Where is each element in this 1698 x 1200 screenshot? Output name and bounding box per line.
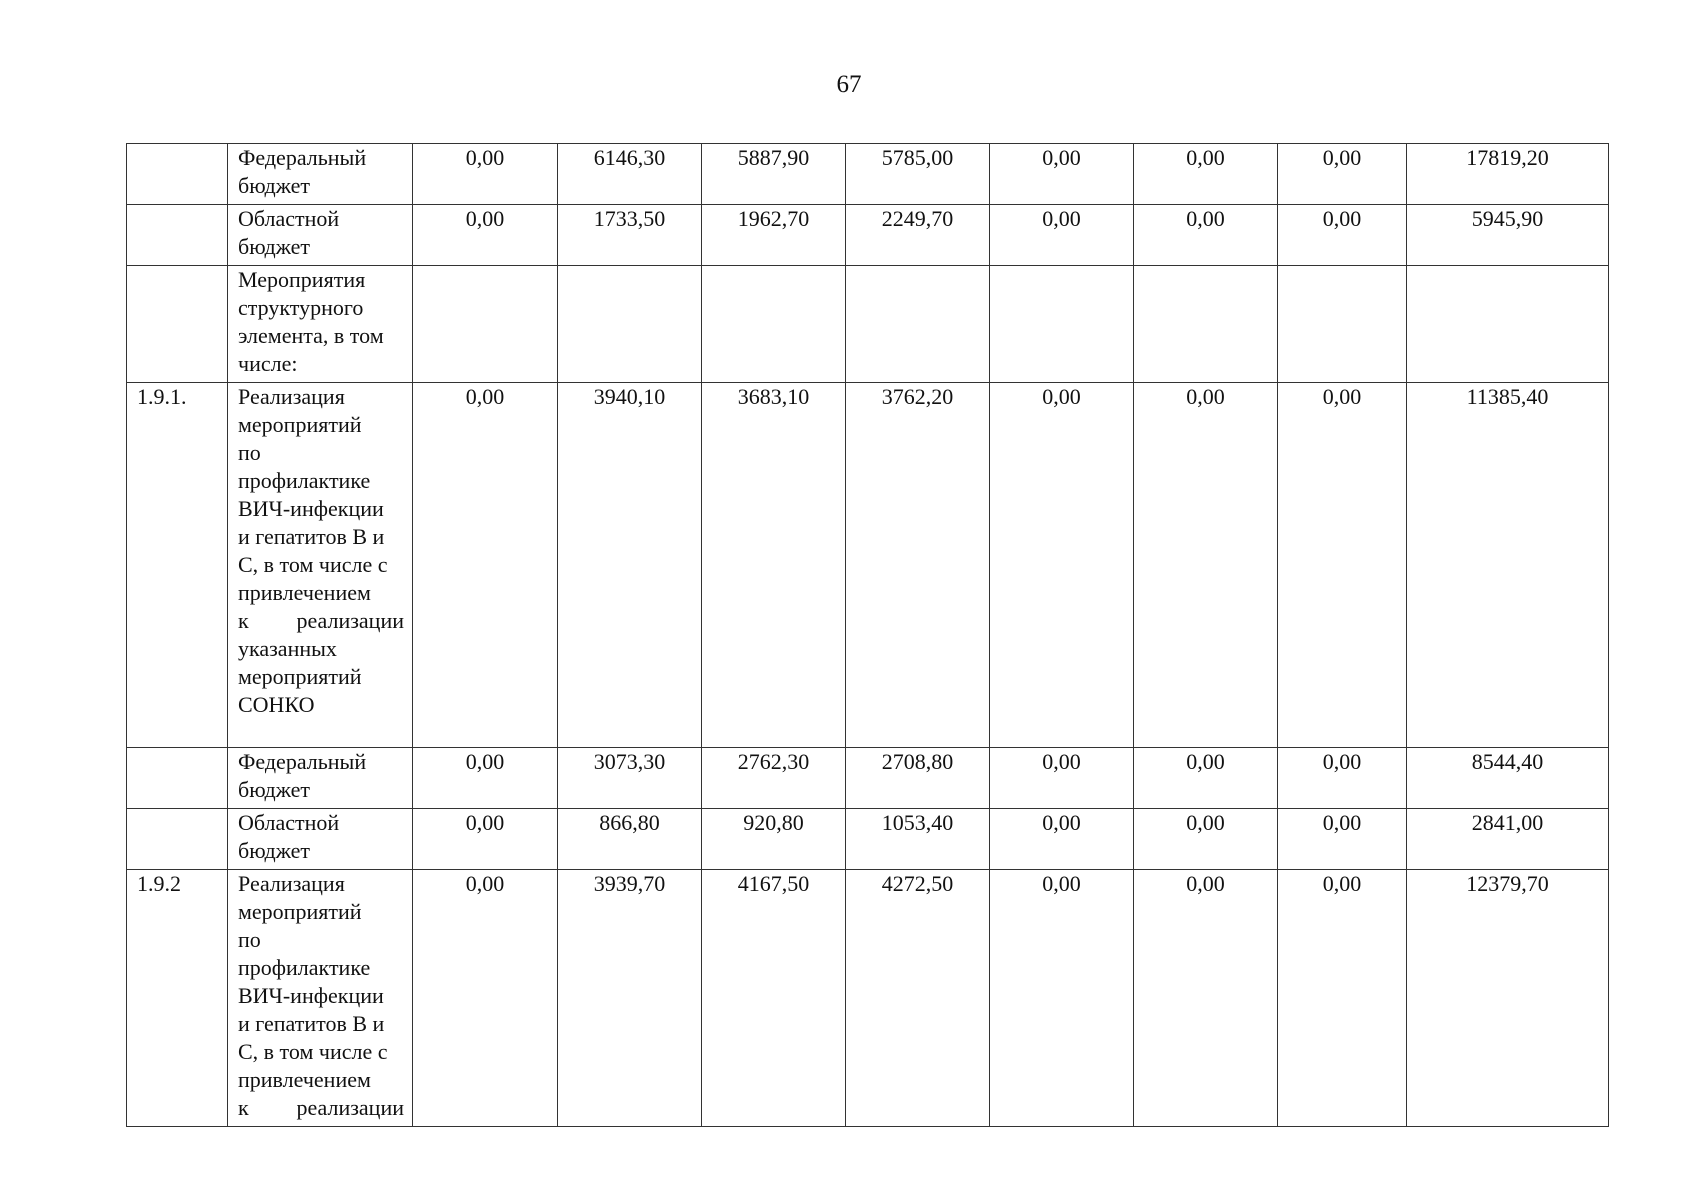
row-name-line: Федеральный — [238, 749, 367, 774]
value-cell: 1733,50 — [558, 205, 702, 266]
value-cell: 0,00 — [413, 870, 558, 1127]
row-number-cell — [127, 144, 228, 205]
row-name-line: Мероприятия — [238, 267, 366, 292]
row-name-line: Областной — [238, 206, 340, 231]
value-cell: 5785,00 — [846, 144, 990, 205]
value-cell — [413, 266, 558, 383]
value-cell: 0,00 — [1278, 809, 1407, 870]
value-cell: 0,00 — [1134, 809, 1278, 870]
value-cell: 3683,10 — [702, 383, 846, 748]
row-name-line: бюджет — [238, 173, 310, 198]
value-cell: 3940,10 — [558, 383, 702, 748]
row-name-line: Реализация — [238, 384, 345, 409]
value-cell: 2762,30 — [702, 748, 846, 809]
row-name-line: и гепатитов В и — [238, 524, 385, 549]
row-name-line: профилактике — [238, 955, 371, 980]
row-name-line: профилактике — [238, 468, 371, 493]
row-name-line: Реализация — [238, 871, 345, 896]
row-name-cell — [228, 748, 413, 809]
row-name-line: С, в том числе с — [238, 552, 388, 577]
value-cell: 11385,40 — [1407, 383, 1609, 748]
row-name-line: ВИЧ-инфекции — [238, 496, 384, 521]
row-name-cell — [228, 144, 413, 205]
budget-table — [126, 143, 1609, 1127]
row-name-line: к реализации — [238, 608, 404, 633]
row-number-cell — [127, 748, 228, 809]
value-cell: 5945,90 — [1407, 205, 1609, 266]
table-row — [127, 870, 1609, 1127]
value-cell: 0,00 — [990, 748, 1134, 809]
value-cell: 0,00 — [413, 144, 558, 205]
value-cell: 6146,30 — [558, 144, 702, 205]
row-name-cell — [228, 809, 413, 870]
row-name-line: по — [238, 927, 261, 952]
value-cell: 2708,80 — [846, 748, 990, 809]
row-name-line: С, в том числе с — [238, 1039, 388, 1064]
value-cell — [1278, 266, 1407, 383]
row-name-cell — [228, 205, 413, 266]
value-cell: 1962,70 — [702, 205, 846, 266]
row-name-line: указанных — [238, 636, 337, 661]
row-name-line: СОНКО — [238, 692, 315, 717]
value-cell: 0,00 — [1278, 205, 1407, 266]
row-number-cell — [127, 809, 228, 870]
value-cell: 0,00 — [1134, 144, 1278, 205]
value-cell — [846, 266, 990, 383]
value-cell — [558, 266, 702, 383]
table-row — [127, 809, 1609, 870]
value-cell: 4272,50 — [846, 870, 990, 1127]
row-name-line: Федеральный — [238, 145, 367, 170]
row-name-line: привлечением — [238, 1067, 371, 1092]
value-cell: 0,00 — [413, 748, 558, 809]
value-cell: 0,00 — [990, 144, 1134, 205]
table-row — [127, 205, 1609, 266]
value-cell: 0,00 — [1278, 144, 1407, 205]
value-cell: 2841,00 — [1407, 809, 1609, 870]
value-cell — [702, 266, 846, 383]
table-row — [127, 144, 1609, 205]
value-cell: 0,00 — [1278, 870, 1407, 1127]
row-name-line: числе: — [238, 351, 298, 376]
value-cell: 0,00 — [1134, 205, 1278, 266]
value-cell: 3762,20 — [846, 383, 990, 748]
page-number: 67 — [836, 71, 862, 98]
table-row — [127, 748, 1609, 809]
value-cell: 0,00 — [1134, 870, 1278, 1127]
row-name-line: мероприятий — [238, 664, 362, 689]
value-cell: 920,80 — [702, 809, 846, 870]
value-cell: 8544,40 — [1407, 748, 1609, 809]
value-cell: 2249,70 — [846, 205, 990, 266]
value-cell: 0,00 — [1134, 383, 1278, 748]
row-number-cell: 1.9.2 — [127, 870, 228, 1127]
value-cell — [1134, 266, 1278, 383]
value-cell: 0,00 — [990, 383, 1134, 748]
value-cell: 5887,90 — [702, 144, 846, 205]
value-cell: 3073,30 — [558, 748, 702, 809]
row-name-line: по — [238, 440, 261, 465]
row-name-line: мероприятий — [238, 412, 362, 437]
value-cell: 0,00 — [990, 870, 1134, 1127]
row-name-line: мероприятий — [238, 899, 362, 924]
row-name-line: структурного — [238, 295, 364, 320]
table-row — [127, 383, 1609, 748]
value-cell: 0,00 — [413, 383, 558, 748]
value-cell: 0,00 — [413, 205, 558, 266]
value-cell: 0,00 — [1278, 383, 1407, 748]
value-cell: 3939,70 — [558, 870, 702, 1127]
row-name-line: бюджет — [238, 838, 310, 863]
row-name-line: привлечением — [238, 580, 371, 605]
row-name-line: элемента, в том — [238, 323, 384, 348]
row-name-line: ВИЧ-инфекции — [238, 983, 384, 1008]
value-cell: 0,00 — [1134, 748, 1278, 809]
value-cell — [990, 266, 1134, 383]
value-cell — [1407, 266, 1609, 383]
value-cell: 0,00 — [413, 809, 558, 870]
row-name-cell — [228, 266, 413, 383]
row-number-cell: 1.9.1. — [127, 383, 228, 748]
value-cell: 4167,50 — [702, 870, 846, 1127]
row-name-cell — [228, 870, 413, 1127]
row-number-cell — [127, 205, 228, 266]
value-cell: 12379,70 — [1407, 870, 1609, 1127]
value-cell: 866,80 — [558, 809, 702, 870]
row-name-line: Областной — [238, 810, 340, 835]
value-cell: 0,00 — [990, 809, 1134, 870]
row-number-cell — [127, 266, 228, 383]
row-name-line: к реализации — [238, 1095, 404, 1120]
value-cell: 17819,20 — [1407, 144, 1609, 205]
row-name-line: бюджет — [238, 234, 310, 259]
value-cell: 1053,40 — [846, 809, 990, 870]
value-cell: 0,00 — [1278, 748, 1407, 809]
value-cell: 0,00 — [990, 205, 1134, 266]
row-name-line: и гепатитов В и — [238, 1011, 385, 1036]
row-name-line: бюджет — [238, 777, 310, 802]
table-row — [127, 266, 1609, 383]
row-name-cell — [228, 383, 413, 748]
